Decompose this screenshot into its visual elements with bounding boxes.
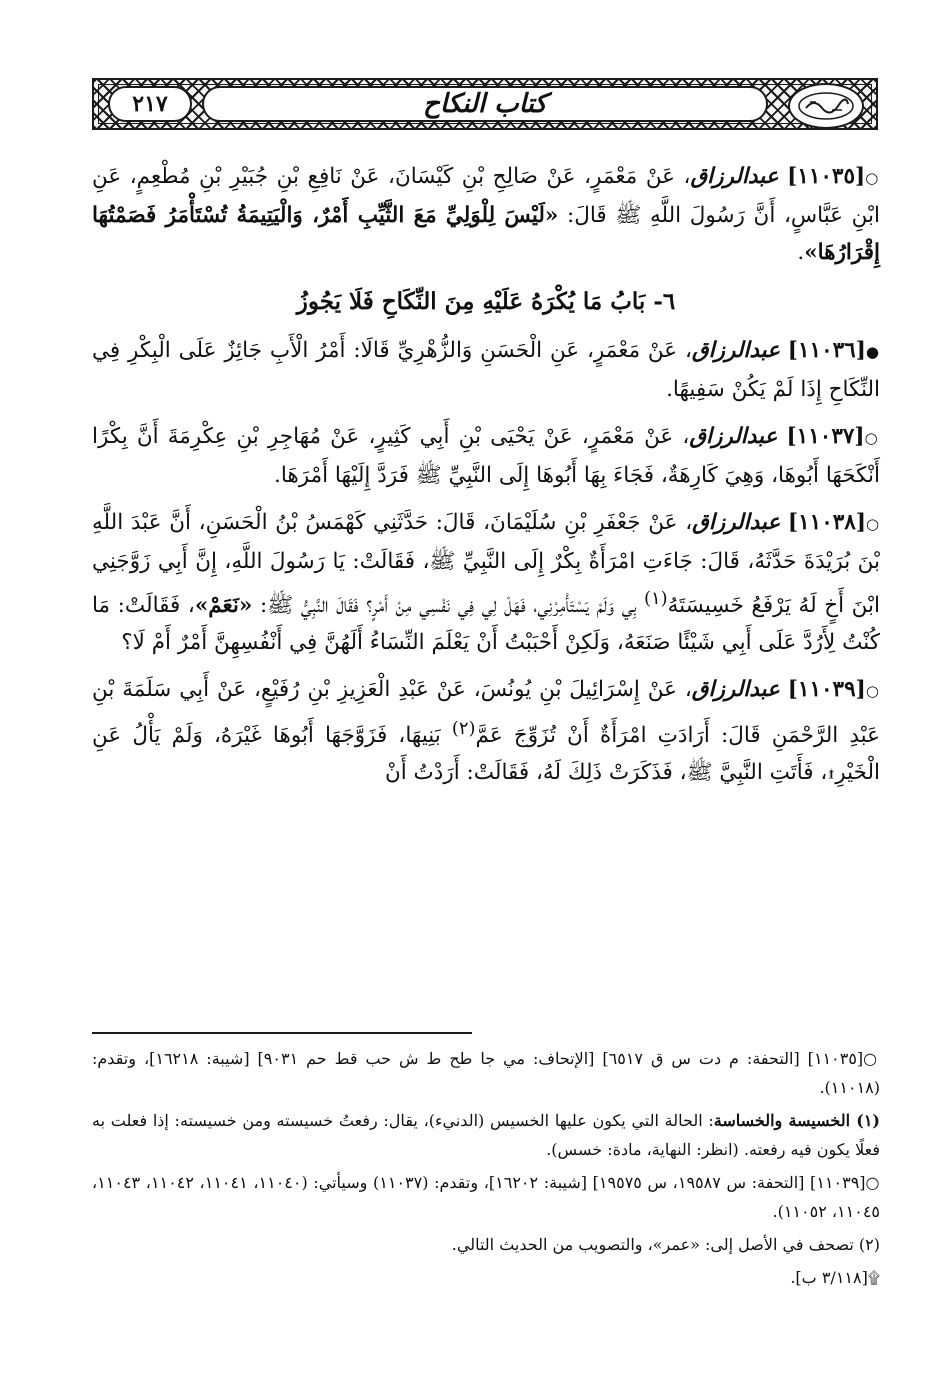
hadith-11038 [92, 504, 880, 661]
hadith-text: بَنِيهَا، فَزَوَّجَهَا أَبُوهَا غَيْرَهُ، وَلَمْ يَأْلُ عَنِ الْخَيْرِ [92, 723, 880, 786]
seal-icon [796, 90, 856, 122]
footnote-1 [92, 1106, 880, 1164]
hadith-text: ، عَنْ إِسْرَائِيلَ بْنِ يُونُسَ، عَنْ عَبْدِ الْعَزِيزِ بْنِ رُفَيْعٍ، عَنْ أَبِي سَلَمَةَ بْنِ عَبْدِ الرَّحْمَنِ قَالَ: أَرَادَتِ امْرَأَةٌ أَنْ تُزَوِّجَ عَمَّ [92, 677, 880, 749]
hadith-text: ، عَنْ مَعْمَرٍ، عَنِ الْحَسَنِ وَالزُّهْرِيِّ قَالَا: أَمْرُ الْأَبِ جَائِزٌ عَلَى الْبِكْرِ فِي النِّكَاحِ إِذَا لَمْ يَكُنْ سَفِيهًا. [92, 338, 880, 402]
note-11035 [92, 1044, 880, 1102]
hadith-text: بِي وَلَمْ يَسْتَأْمِرْنِي، فَهَلْ لِي فِي نَفْسِي مِنْ أَمْرٍ؟ فَقَالَ النَّبِيُّ ﷺ: [259, 593, 637, 619]
hadith-11037 [92, 418, 880, 494]
publisher-seal [788, 83, 864, 129]
hadith-number: [١١٠٣٥] [787, 164, 866, 189]
hadith-end: . [797, 240, 805, 265]
note-text: [١١٠٣٩] [التحفة: س ١٩٥٨٧، س ١٩٥٧٥] [شيبة: ١٦٢٠٢]، وتقدم: (١١٠٣٧) وسيأتي: (١١٠٤٠، ١١٠٤١، ١١٠٤٢، ١١٠٤٣، ١١٠٤٥، ١١٠٥٢). [92, 1173, 880, 1221]
hadith-number: [١١٠٣٩] [787, 677, 866, 703]
chapter-title: ٦- بَابُ مَا يُكْرَهُ عَلَيْهِ مِنَ النِّكَاحِ فَلَا يَجُوزُ [296, 288, 676, 315]
footnote-2: (٢) تصحف في الأصل إلى: «عمر»، والتصويب من الحديث التالي. [451, 1235, 880, 1254]
prophetic-quote: «لَيْسَ لِلْوَلِيِّ مَعَ الثَّيِّبِ أَمْرٌ، وَالْيَتِيمَةُ تُسْتَأْمَرُ فَصَمْتُهَا إِقْرَارُهَا» [92, 203, 880, 265]
hadith-text: ، فَقَالَتْ: مَا كُنْتُ لِأَرُدَّ عَلَى أَبِي شَيْئًا صَنَعَهُ، وَلَكِنْ أَحْبَبْتُ أَنْ يَعْلَمَ النِّسَاءُ أَلَهُنَّ فِي أَنْفُسِهِنَّ أَمْرٌ أَمْ لَا؟ [92, 593, 880, 656]
hollow-circle-icon: ○ [863, 1049, 881, 1068]
narrator-name: عبدالرزاق [691, 677, 780, 703]
page-number: ٢١٧ [108, 86, 192, 122]
hadith-11035 [92, 158, 880, 271]
hadith-text: ، عَنْ جَعْفَرِ بْنِ سُلَيْمَانَ، قَالَ: حَدَّثَنِي كَهْمَسُ بْنُ الْحَسَنِ، أَنَّ عَبْدَ اللَّهِ بْنَ بُرَيْدَةَ حَدَّثَهُ، قَالَ: جَاءَتِ امْرَأَةٌ بِكْرٌ إِلَى النَّبِيِّ ﷺ، فَقَالَتْ: يَا رَسُولَ اللَّهِ، إِنَّ أَبِي زَوَّجَنِي ابْنَ أَخٍ لَهُ يَرْفَعُ خَسِيسَتَهُ [92, 510, 880, 619]
footnote-text: : الحالة التي يكون عليها الخسيس (الدنيء)، يقال: رفعتُ خسيسته ومن خسيسته: إذا فعلت به فعلًا يكون فيه رفعته. (انظر: النهاية، مادة: خسس). [92, 1111, 880, 1159]
footnote-separator [92, 1032, 472, 1034]
narrator-name: عبدالرزاق [690, 164, 779, 189]
note-text: [١١٠٣٥] [التحفة: م دت س ق ٦٥١٧] [الإتحاف: مي جا طح ط ش حب قط حم ٩٠٣١] [شيبة: ١٦٢١٨]، وتقدم: (١١٠١٨). [92, 1049, 880, 1097]
hadith-text: ، فَأَتَتِ النَّبِيَّ ﷺ، فَذَكَرَتْ ذَلِكَ لَهُ، فَقَالَتْ: أَرَدْتُ أَنْ [384, 760, 828, 786]
hadith-number: [١١٠٣٦] [787, 338, 866, 363]
footnote-ref-2[interactable]: (٢) [451, 718, 476, 740]
hadith-number: [١١٠٣٧] [786, 424, 865, 449]
narrator-name: عبدالرزاق [689, 424, 778, 449]
hadith-text: ، عَنْ مَعْمَرٍ، عَنْ يَحْيَى بْنِ أَبِي كَثِيرٍ، عَنْ مُهَاجِرِ بْنِ عِكْرِمَةَ أَنَّ بِكْرًا أَنْكَحَهَا أَبُوهَا، وَهِيَ كَارِهَةٌ، فَجَاءَ بِهَا أَبُوهَا إِلَى النَّبِيِّ ﷺ فَرَدَّ إِلَيْهَا أَمْرَهَا. [92, 424, 880, 488]
prophetic-quote: «نَعَمْ» [194, 593, 253, 619]
hadith-11039 [92, 671, 880, 791]
page-header [92, 78, 878, 130]
hollow-circle-icon: ○ [865, 1173, 881, 1192]
footnote-ref-1[interactable]: (١) [644, 588, 668, 609]
hollow-circle-icon: ○ [866, 515, 880, 533]
folio-reference: ۩[٣/١١٨ ب]. [790, 1268, 880, 1287]
hollow-circle-icon: ○ [864, 429, 880, 447]
hollow-circle-icon: ○ [865, 169, 880, 187]
filled-circle-icon: ● [865, 343, 880, 361]
hollow-circle-icon: ○ [865, 682, 880, 701]
hadith-11036 [92, 332, 880, 408]
main-text [92, 158, 880, 801]
note-11039 [92, 1168, 880, 1226]
book-title: كتاب النكاح [202, 86, 768, 122]
footnotes [92, 1044, 880, 1296]
folio-mark-icon: ۩ [827, 760, 836, 786]
hadith-number: [١١٠٣٨] [787, 510, 867, 535]
narrator-name: عبدالرزاق [692, 510, 781, 535]
narrator-name: عبدالرزاق [691, 338, 780, 363]
footnote-label: (١) الخسيسة والخساسة [713, 1111, 880, 1130]
hadith-text: ، عَنْ مَعْمَرٍ، عَنْ صَالِحِ بْنِ كَيْسَانَ، عَنْ نَافِعِ بْنِ جُبَيْرِ بْنِ مُطْعِمٍ، عَنِ ابْنِ عَبَّاسٍ، أَنَّ رَسُولَ اللَّهِ ﷺ قَالَ: [92, 164, 880, 228]
